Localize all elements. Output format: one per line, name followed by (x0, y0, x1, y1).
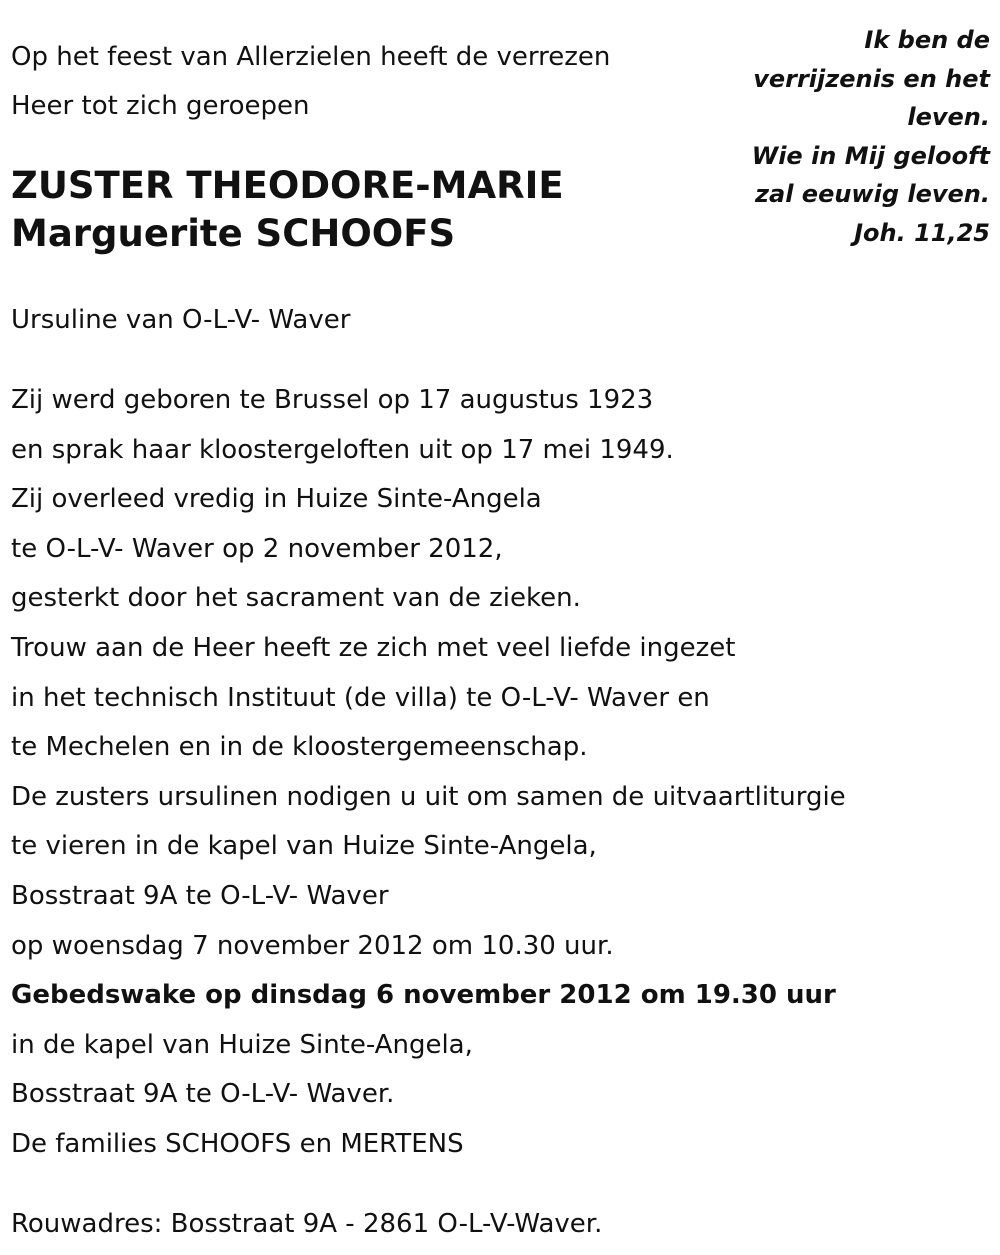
quote-line: verrijzenis en het (753, 64, 990, 93)
civil-name: Marguerite SCHOOFS (11, 212, 456, 255)
body-line: te vieren in de kapel van Huize Sinte-Angela, (11, 831, 597, 862)
body-line: De zusters ursulinen nodigen u uit om samen de uitvaartliturgie (11, 781, 846, 812)
body-line: Trouw aan de Heer heeft ze zich met veel liefde ingezet (11, 632, 736, 663)
intro-text (11, 33, 711, 131)
body-line: Bosstraat 9A te O-L-V- Waver (11, 880, 389, 911)
body-line: Bosstraat 9A te O-L-V- Waver. (11, 1079, 395, 1110)
body-line: in de kapel van Huize Sinte-Angela, (11, 1029, 473, 1060)
quote-reference: Joh. 11,25 (854, 218, 990, 247)
quote-line: Wie in Mij gelooft (751, 141, 990, 170)
quote-line: zal eeuwig leven. (755, 180, 990, 208)
religious-name: ZUSTER THEODORE-MARIE (11, 164, 564, 207)
mourning-address: Rouwadres: Bosstraat 9A - 2861 O-L-V-Waver. (11, 1209, 603, 1239)
body-line: te Mechelen en in de kloostergemeenschap. (11, 732, 588, 763)
body-line: en sprak haar kloostergeloften uit op 17 mei 1949. (11, 434, 674, 465)
body-line: op woensdag 7 november 2012 om 10.30 uur. (11, 930, 614, 961)
announcement-body (11, 376, 981, 1170)
religious-order: Ursuline van O-L-V- Waver (11, 305, 351, 335)
body-line: gesterkt door het sacrament van de zieken. (11, 583, 581, 614)
quote-line: leven. (907, 103, 990, 131)
body-line: te O-L-V- Waver op 2 november 2012, (11, 533, 503, 564)
body-line: Zij werd geboren te Brussel op 17 augustus 1923 (11, 385, 654, 415)
body-line: in het technisch Instituut (de villa) te O-L-V- Waver en (11, 682, 710, 713)
body-line: Zij overleed vredig in Huize Sinte-Angela (11, 484, 542, 515)
intro-line: Heer tot zich geroepen (11, 91, 310, 121)
deceased-name (11, 162, 731, 258)
prayer-vigil-line: Gebedswake op dinsdag 6 november 2012 om 19.30 uur (11, 980, 836, 1011)
families-line: De families SCHOOFS en MERTENS (11, 1128, 464, 1159)
quote-line: Ik ben de (864, 26, 990, 54)
scripture-quote (730, 21, 990, 252)
intro-line: Op het feest van Allerzielen heeft de verrezen (11, 42, 611, 72)
